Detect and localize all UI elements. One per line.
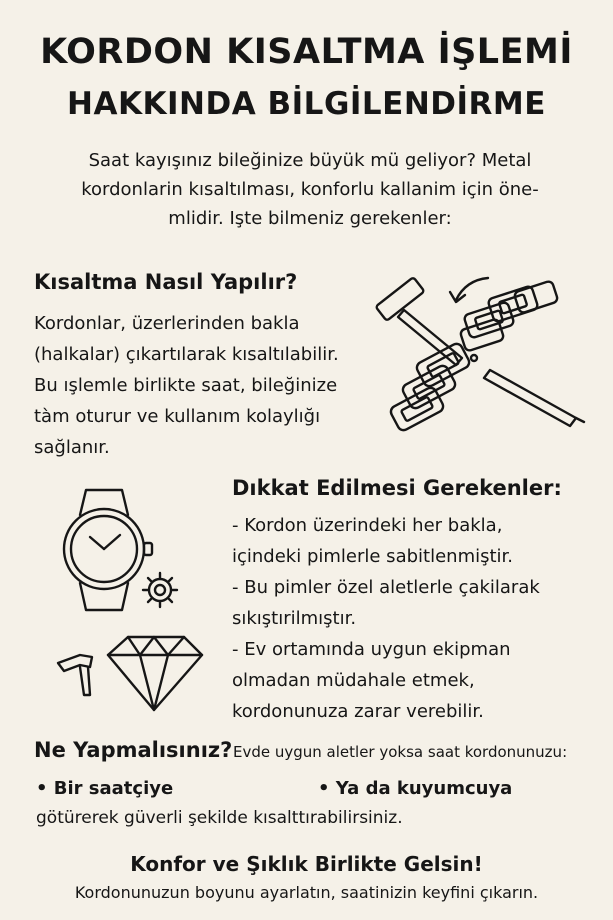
what-to-do-note: Evde uygun aletler yoksa saat kordonunuzu: <box>233 743 568 761</box>
curved-arrow-icon <box>450 278 488 302</box>
attention-line: - Kordon üzerindeki her bakla, <box>232 515 503 536</box>
attention-line: - Bu pimler özel aletlerle çakilarak <box>232 577 540 598</box>
how-to-line: tàm oturur ve kullanım kolaylığı <box>34 406 321 427</box>
closing-heading: Konfor ve Şıklık Birlikte Gelsin! <box>130 852 483 876</box>
intro-line: Saat kayışınız bileğinize büyük mü geliyor? Metal <box>88 150 532 171</box>
pliers-icon <box>58 655 92 695</box>
what-to-do-tail: götürerek güverli şekilde kısalttırabilirsiniz. <box>36 808 403 828</box>
attention-line: içindeki pimlerle sabitlenmiştir. <box>232 546 514 567</box>
how-to-line: Bu ışlemle birlikte saat, bileğinize <box>34 375 338 396</box>
gear-icon <box>143 573 177 607</box>
how-to-text <box>34 308 374 463</box>
diamond-icon <box>108 637 202 710</box>
bullet-jeweler: • Ya da kuyumcuya <box>318 778 513 799</box>
attention-text <box>232 510 602 727</box>
intro-line: mlidir. Işte bilmeniz gerekenler: <box>168 208 452 229</box>
page-title-line2: HAKKINDA BİLGİLENDİRME <box>67 86 546 122</box>
wristwatch-icon <box>64 490 152 610</box>
bracelet-tools-illustration <box>370 270 610 440</box>
attention-heading: Dıkkat Edilmesi Gerekenler: <box>232 476 562 500</box>
watch-bracelet-icon <box>389 280 559 432</box>
intro-line: kordonlarin kısaltılması, konforlu kallanim için öne- <box>81 179 539 200</box>
attention-line: - Ev ortamında uygun ekipman <box>232 639 511 660</box>
hammer-icon <box>376 277 462 365</box>
attention-line: olmadan müdahale etmek, <box>232 670 475 691</box>
bullet-watchmaker: • Bir saatçiye <box>36 778 174 799</box>
attention-line: kordonunuza zarar verebilir. <box>232 701 484 722</box>
page-title-line1: KORDON KISALTMA İŞLEMİ <box>40 32 573 72</box>
intro-paragraph <box>40 146 580 233</box>
how-to-heading: Kısaltma Nasıl Yapılır? <box>34 270 298 294</box>
watch-gem-illustration <box>50 485 230 725</box>
pin-tool-icon <box>484 370 584 426</box>
attention-line: sıkıştırilmıştır. <box>232 608 357 629</box>
how-to-line: sağlanır. <box>34 437 110 458</box>
how-to-line: Kordonlar, üzerlerinden bakla <box>34 313 300 334</box>
what-to-do-heading: Ne Yapmalısınız? <box>34 738 233 762</box>
closing-text: Kordonunuzun boyunu ayarlatın, saatinizin keyfini çıkarın. <box>74 883 539 902</box>
how-to-line: (halkalar) çıkartılarak kısaltılabilir. <box>34 344 339 365</box>
